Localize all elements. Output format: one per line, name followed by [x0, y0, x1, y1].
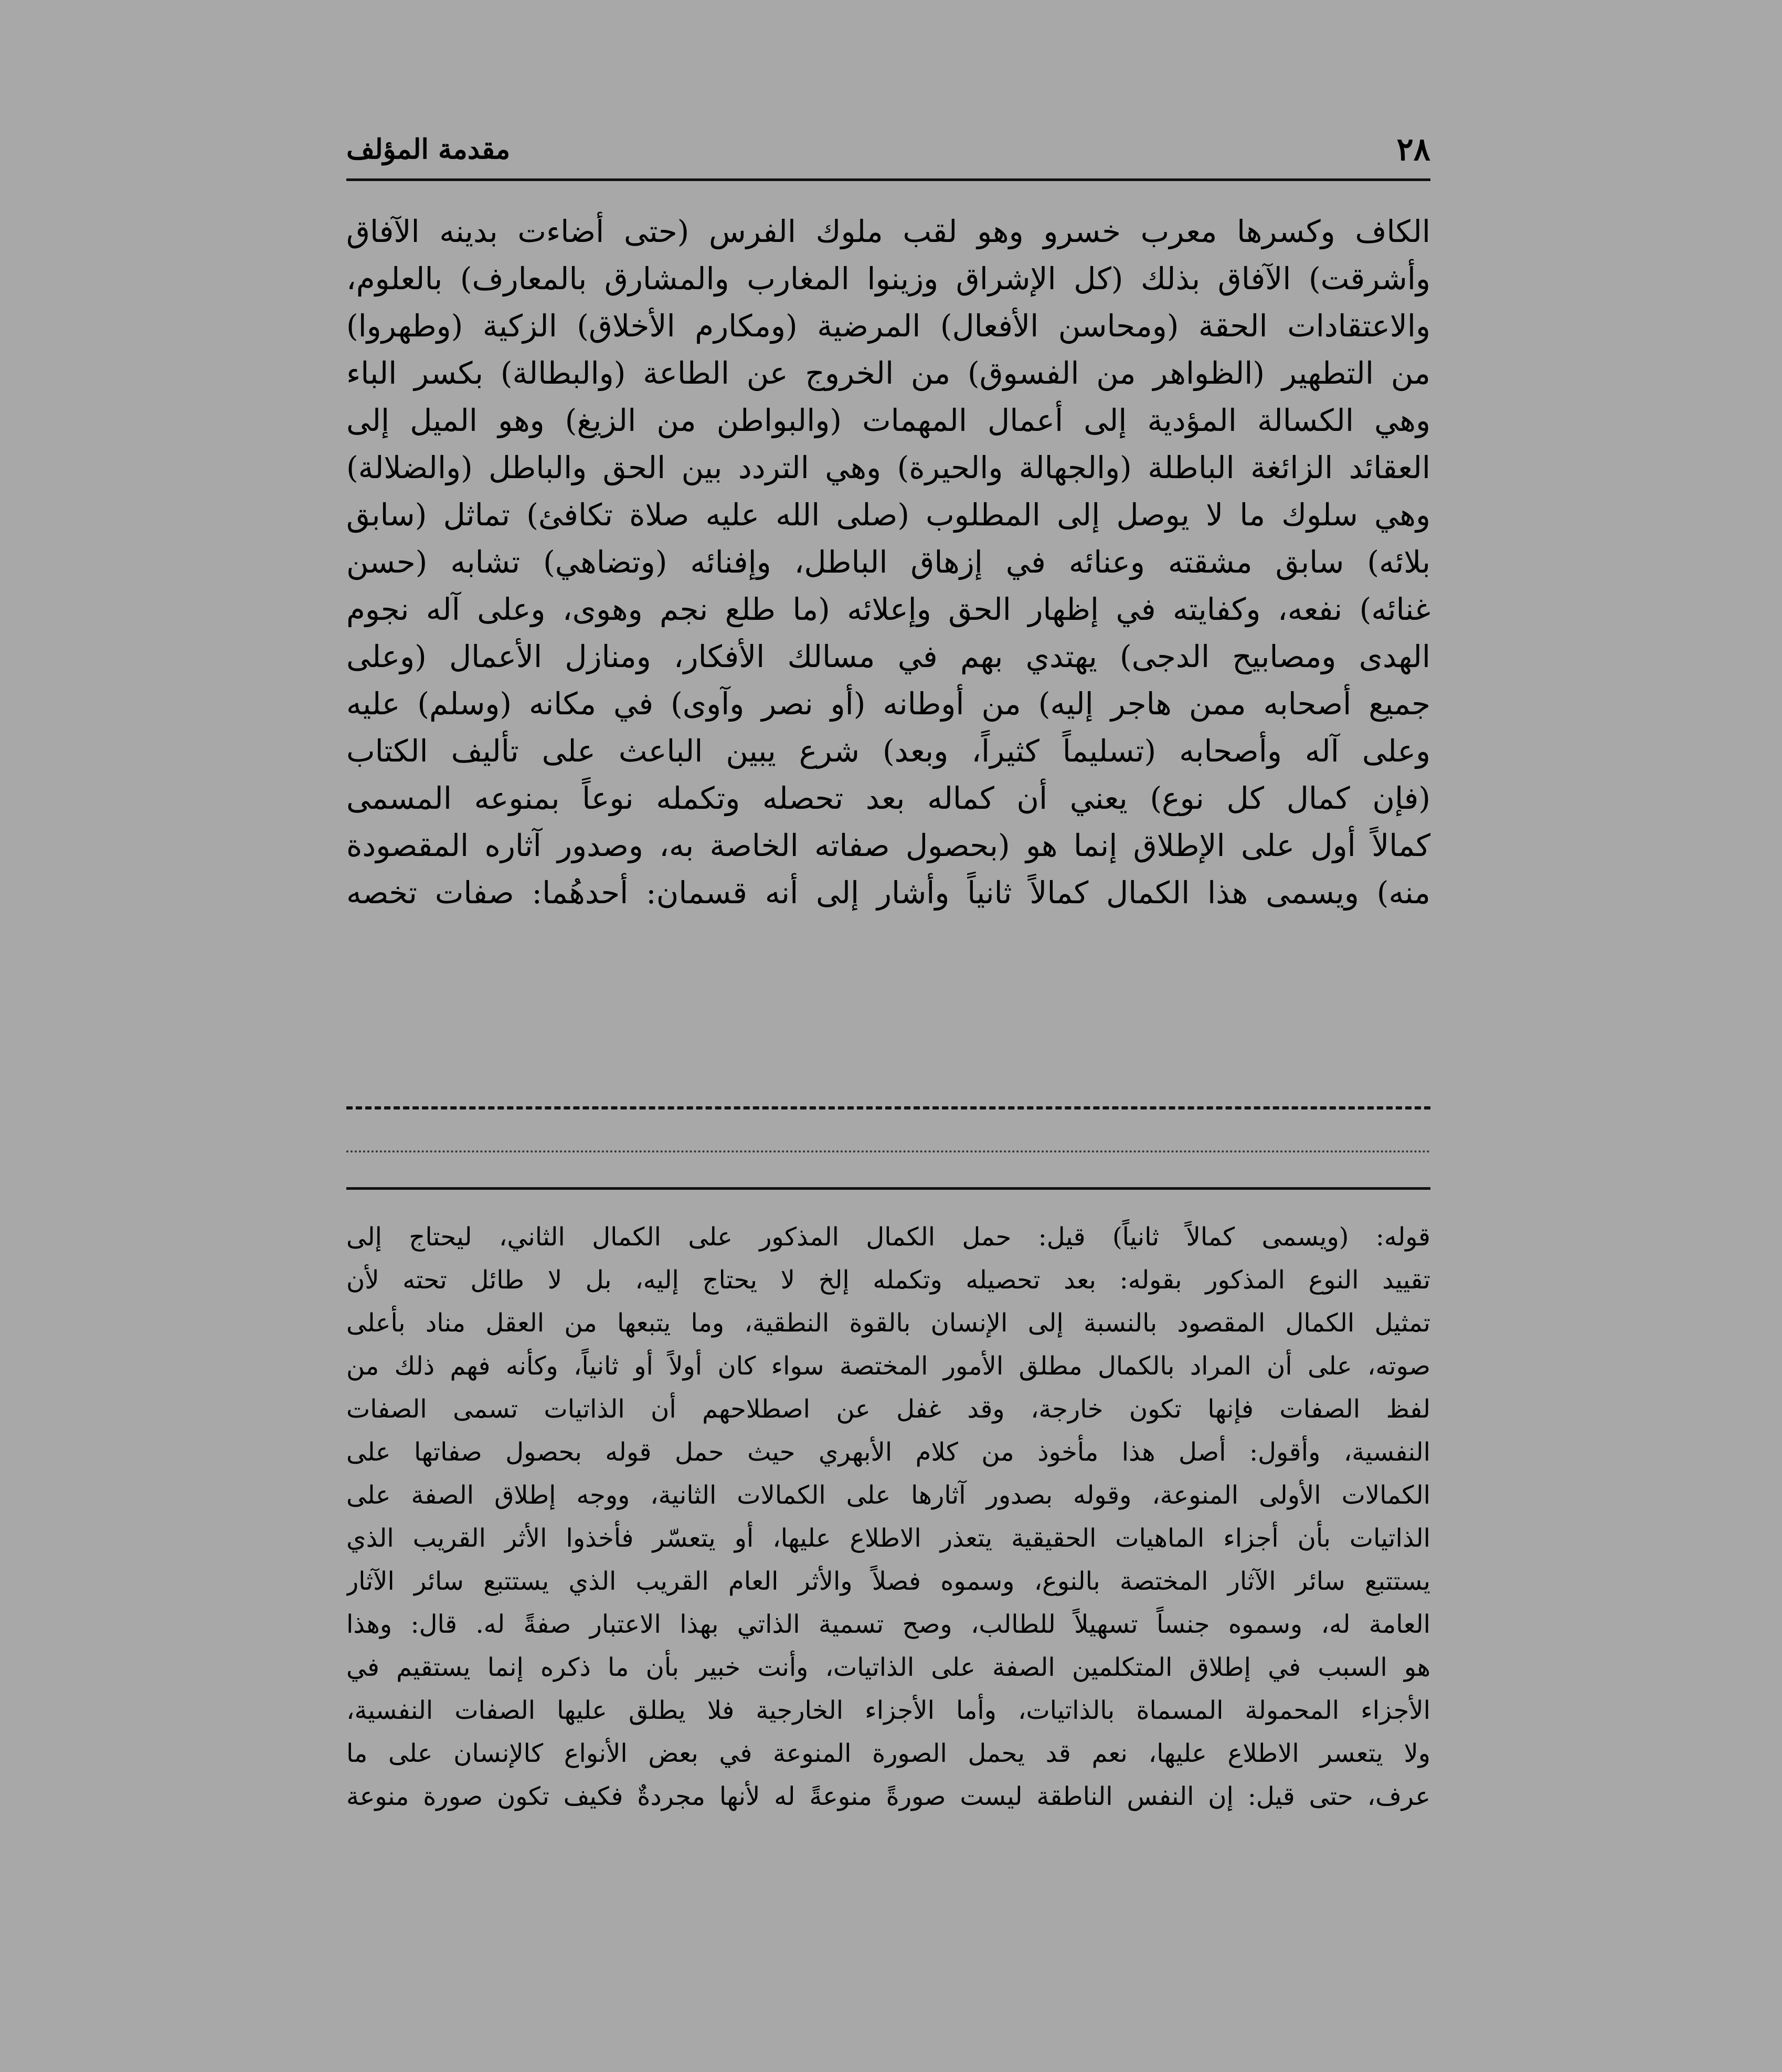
footnote-line: الكمالات الأولى المنوعة، وقوله بصدور آثارها على الكمالات الثانية، ووجه إطلاق الصفة على	[346, 1481, 1430, 1510]
main-text-line: جميع أصحابه ممن هاجر إليه) من أوطانه (أو نصر وآوى) في مكانه (وسلم) عليه	[346, 686, 1430, 722]
footnote-line: قوله: (ويسمى كمالاً ثانياً) قيل: حمل الكمال المذكور على الكمال الثاني، ليحتاج إلى	[346, 1222, 1430, 1252]
footnote-line: الأجزاء المحمولة المسماة بالذاتيات، وأما الأجزاء الخارجية فلا يطلق عليها الصفات النفسية،	[346, 1696, 1430, 1725]
footnote-body	[346, 1215, 1430, 1818]
main-text-line: غنائه) نفعه، وكفايته في إظهار الحق وإعلائه (ما طلع نجم وهوى، وعلى آله نجوم	[346, 591, 1430, 627]
header-rule	[346, 178, 1430, 181]
footnote-line: العامة له، وسموه جنساً تسهيلاً للطالب، وصح تسمية الذاتي بهذا الاعتبار صفةً له. قال: وهذا	[346, 1610, 1430, 1639]
running-header-title: مقدمة المؤلف	[346, 133, 511, 165]
main-text-line: بلائه) سابق مشقته وعنائه في إزهاق الباطل، وإفنائه (وتضاهي) تشابه (حسن	[346, 544, 1430, 580]
footnote-line: صوته، على أن المراد بالكمال مطلق الأمور المختصة سواء كان أولاً أو ثانياً، وكأنه فهم ذلك من	[346, 1351, 1430, 1381]
main-text-line: منه) ويسمى هذا الكمال كمالاً ثانياً وأشار إلى أنه قسمان: أحدهُما: صفات تخصه	[346, 875, 1430, 911]
main-text-line: وهي سلوك ما لا يوصل إلى المطلوب (صلى الله عليه صلاة تكافئ) تماثل (سابق	[346, 497, 1430, 533]
main-text-line: وهي الكسالة المؤدية إلى أعمال المهمات (والبواطن من الزيغ) وهو الميل إلى	[346, 403, 1430, 438]
main-text-line: (فإن كمال كل نوع) يعني أن كماله بعد تحصله وتكمله نوعاً بمنوعه المسمى	[346, 780, 1430, 816]
main-text-body	[346, 208, 1430, 916]
footnote-line: تمثيل الكمال المقصود بالنسبة إلى الإنسان بالقوة النطقية، وما يتبعها من العقل مناد بأعلى	[346, 1308, 1430, 1338]
page-number: ٢٨	[1396, 131, 1430, 168]
main-text-line: العقائد الزائغة الباطلة (والجهالة والحيرة) وهي التردد بين الحق والباطل (والضلالة)	[346, 450, 1430, 485]
page-header	[346, 129, 1430, 171]
footnote-rule	[346, 1187, 1430, 1190]
main-text-line: والاعتقادات الحقة (ومحاسن الأفعال) المرضية (ومكارم الأخلاق) الزكية (وطهروا)	[346, 308, 1430, 344]
footnote-line: ولا يتعسر الاطلاع عليها، نعم قد يحمل الصورة المنوعة في بعض الأنواع كالإنسان على ما	[346, 1739, 1430, 1768]
footnote-line: الذاتيات بأن أجزاء الماهيات الحقيقية يتعذر الاطلاع عليها، أو يتعسّر فأخذوا الأثر القريب الذي	[346, 1524, 1430, 1553]
main-text-line: الهدى ومصابيح الدجى) يهتدي بهم في مسالك الأفكار، ومنازل الأعمال (وعلى	[346, 639, 1430, 674]
footnote-line: عرف، حتى قيل: إن النفس الناطقة ليست صورةً منوعةً له لأنها مجردةٌ فكيف تكون صورة منوعة	[346, 1782, 1430, 1811]
main-text-line: الكاف وكسرها معرب خسرو وهو لقب ملوك الفرس (حتى أضاءت بدينه الآفاق	[346, 214, 1430, 249]
footnote-line: هو السبب في إطلاق المتكلمين الصفة على الذاتيات، وأنت خبير بأن ما ذكره إنما يستقيم في	[346, 1653, 1430, 1682]
main-text-line: كمالاً أول على الإطلاق إنما هو (بحصول صفاته الخاصة به، وصدور آثاره المقصودة	[346, 828, 1430, 863]
main-text-line: وأشرقت) الآفاق بذلك (كل الإشراق وزينوا المغارب والمشارق بالمعارف) بالعلوم،	[346, 261, 1430, 297]
dotted-separator	[346, 1150, 1430, 1153]
footnote-line: النفسية، وأقول: أصل هذا مأخوذ من كلام الأبهري حيث حمل قوله بحصول صفاتها على	[346, 1437, 1430, 1467]
footnote-line: لفظ الصفات فإنها تكون خارجة، وقد غفل عن اصطلاحهم أن الذاتيات تسمى الصفات	[346, 1394, 1430, 1424]
footnote-line: تقييد النوع المذكور بقوله: بعد تحصيله وتكمله إلخ لا يحتاج إليه، بل لا طائل تحته لأن	[346, 1265, 1430, 1295]
main-text-line: من التطهير (الظواهر من الفسوق) من الخروج عن الطاعة (والبطالة) بكسر الباء	[346, 355, 1430, 391]
dashed-separator	[346, 1106, 1430, 1109]
footnote-line: يستتبع سائر الآثار المختصة بالنوع، وسموه فصلاً والأثر العام القريب الذي يستتبع سائر الآثار	[346, 1567, 1430, 1596]
main-text-line: وعلى آله وأصحابه (تسليماً كثيراً، وبعد) شرع يبين الباعث على تأليف الكتاب	[346, 733, 1430, 769]
